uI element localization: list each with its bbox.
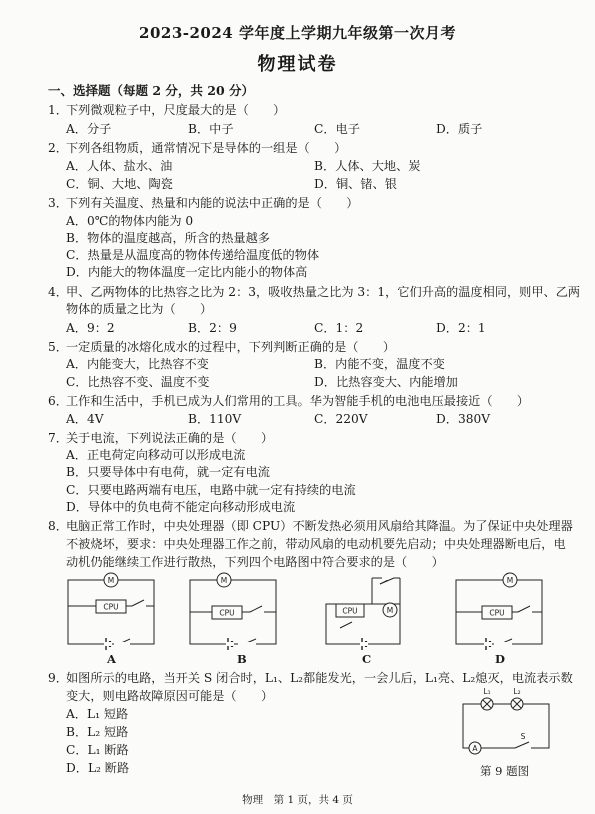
option-a: A．L₁ 短路 (66, 707, 129, 721)
question-stem: 一定质量的冰熔化成水的过程中，下列判断正确的是（ ） (66, 340, 396, 354)
question-7 (48, 430, 273, 446)
option-c: C (362, 652, 372, 666)
option-d: D．铜、锗、银 (314, 177, 397, 191)
q8-circuits (0, 568, 595, 668)
cpu-label: CPU (489, 608, 505, 618)
subject-title: 物理试卷 (257, 54, 338, 75)
option-b: B．2：9 (188, 321, 237, 335)
question-stem: 甲、乙两物体的比热容之比为 2：3，吸收热量之比为 3：1，它们升高的温度相同，则甲、乙两 (66, 285, 581, 299)
option-c: C．热量是从温度高的物体传递给温度低的物体 (66, 248, 320, 262)
option-b: B．110V (188, 412, 242, 426)
question-4 (48, 284, 580, 300)
section-heading: 一、选择题（每题 2 分，共 20 分） (48, 83, 255, 98)
question-6 (48, 393, 529, 409)
q9-circuit (455, 684, 565, 766)
option-a: A．0℃的物体内能为 0 (66, 214, 194, 228)
question-stem-cont: 变大，则电路故障原因可能是（ ） (66, 689, 274, 703)
option-c: C．220V (314, 412, 368, 426)
switch-label: S (520, 732, 526, 741)
question-stem: 关于电流，下列说法正确的是（ ） (66, 431, 274, 445)
option-c: C．只要电路两端有电压，电路中就一定有持续的电流 (66, 483, 356, 497)
question-1 (48, 102, 285, 118)
exam-title: 2023-2024 学年度上学期九年级第一次月考 (139, 24, 456, 42)
option-a: A (107, 652, 116, 666)
option-d: D．比热容变大、内能增加 (314, 375, 458, 389)
option-b: B．物体的温度越高，所含的热量越多 (66, 231, 270, 245)
question-number: 6． (48, 394, 68, 408)
option-b: B．L₂ 短路 (66, 725, 129, 739)
question-stem: 如图所示的电路，当开关 S 闭合时，L₁、L₂都能发光，一会儿后，L₁亮、L₂熄灭，电流表示数 (66, 671, 573, 685)
question-stem-cont: 物体的质量之比为（ ） (66, 302, 213, 316)
question-8 (48, 518, 573, 534)
option-d: D．内能大的物体温度一定比内能小的物体高 (66, 265, 308, 279)
question-stem: 电脑正常工作时，中央处理器（即 CPU）不断发热必须用风扇给其降温。为了保证中央处理器 (66, 519, 573, 533)
figure-caption: 第 9 题图 (480, 764, 530, 778)
question-stem: 下列有关温度、热量和内能的说法中正确的是（ ） (66, 196, 359, 210)
option-b: B (237, 652, 247, 666)
cpu-label: CPU (219, 608, 235, 618)
question-stem: 工作和生活中，手机已成为人们常用的工具。华为智能手机的电池电压最接近（ ） (66, 394, 530, 408)
lamp-2-label: L₂ (513, 687, 521, 696)
question-stem-cont: 不被烧坏，要求：中央处理器工作之前，带动风扇的电动机要先启动；中央处理器断电后，电 (66, 537, 566, 551)
question-3 (48, 195, 359, 211)
question-5 (48, 339, 395, 355)
option-b: B．只要导体中有电荷，就一定有电流 (66, 465, 270, 479)
cpu-label: CPU (103, 602, 119, 612)
motor-label: M (386, 606, 394, 615)
option-b: B．中子 (188, 122, 234, 136)
option-d: D．2：1 (436, 321, 486, 335)
ammeter-label: A (472, 744, 478, 753)
option-b: B．内能不变，温度不变 (314, 357, 445, 371)
question-stem: 下列各组物质，通常情况下是导体的一组是（ ） (66, 141, 347, 155)
question-stem-cont: 动机仍能继续工作进行散热，下列四个电路图中符合要求的是（ ） (66, 555, 444, 569)
question-2 (48, 140, 346, 156)
option-a: A．内能变大，比热容不变 (66, 357, 209, 371)
motor-label: M (220, 576, 228, 585)
option-d: D．导体中的负电荷不能定向移动形成电流 (66, 500, 296, 514)
question-number: 7． (48, 431, 68, 445)
question-number: 9． (48, 671, 68, 685)
option-d: D．L₂ 断路 (66, 761, 130, 775)
option-d: D．质子 (436, 122, 483, 136)
option-c: C．比热容不变、温度不变 (66, 375, 210, 389)
option-a: A．正电荷定向移动可以形成电流 (66, 448, 246, 462)
option-a: A．9：2 (66, 321, 115, 335)
option-a: A．分子 (66, 122, 112, 136)
question-number: 4． (48, 285, 68, 299)
option-a: A．人体、盐水、油 (66, 159, 173, 173)
option-c: C．铜、大地、陶瓷 (66, 177, 173, 191)
lamp-1-label: L₁ (483, 687, 491, 696)
question-number: 2． (48, 141, 68, 155)
page-footer: 物理 第 1 页，共 4 页 (242, 794, 353, 806)
question-stem: 下列微观粒子中，尺度最大的是（ ） (66, 103, 286, 117)
question-number: 1． (48, 103, 68, 117)
motor-label: M (506, 576, 514, 585)
option-d: D (495, 652, 505, 666)
option-c: C．1：2 (314, 321, 364, 335)
option-a: A．4V (66, 412, 104, 426)
question-number: 5． (48, 340, 68, 354)
option-c: C．电子 (314, 122, 360, 136)
cpu-label: CPU (342, 606, 358, 616)
question-number: 8． (48, 519, 68, 533)
option-c: C．L₁ 断路 (66, 743, 129, 757)
option-b: B．人体、大地、炭 (314, 159, 421, 173)
question-number: 3． (48, 196, 68, 210)
motor-label: M (107, 576, 115, 585)
option-d: D．380V (436, 412, 491, 426)
